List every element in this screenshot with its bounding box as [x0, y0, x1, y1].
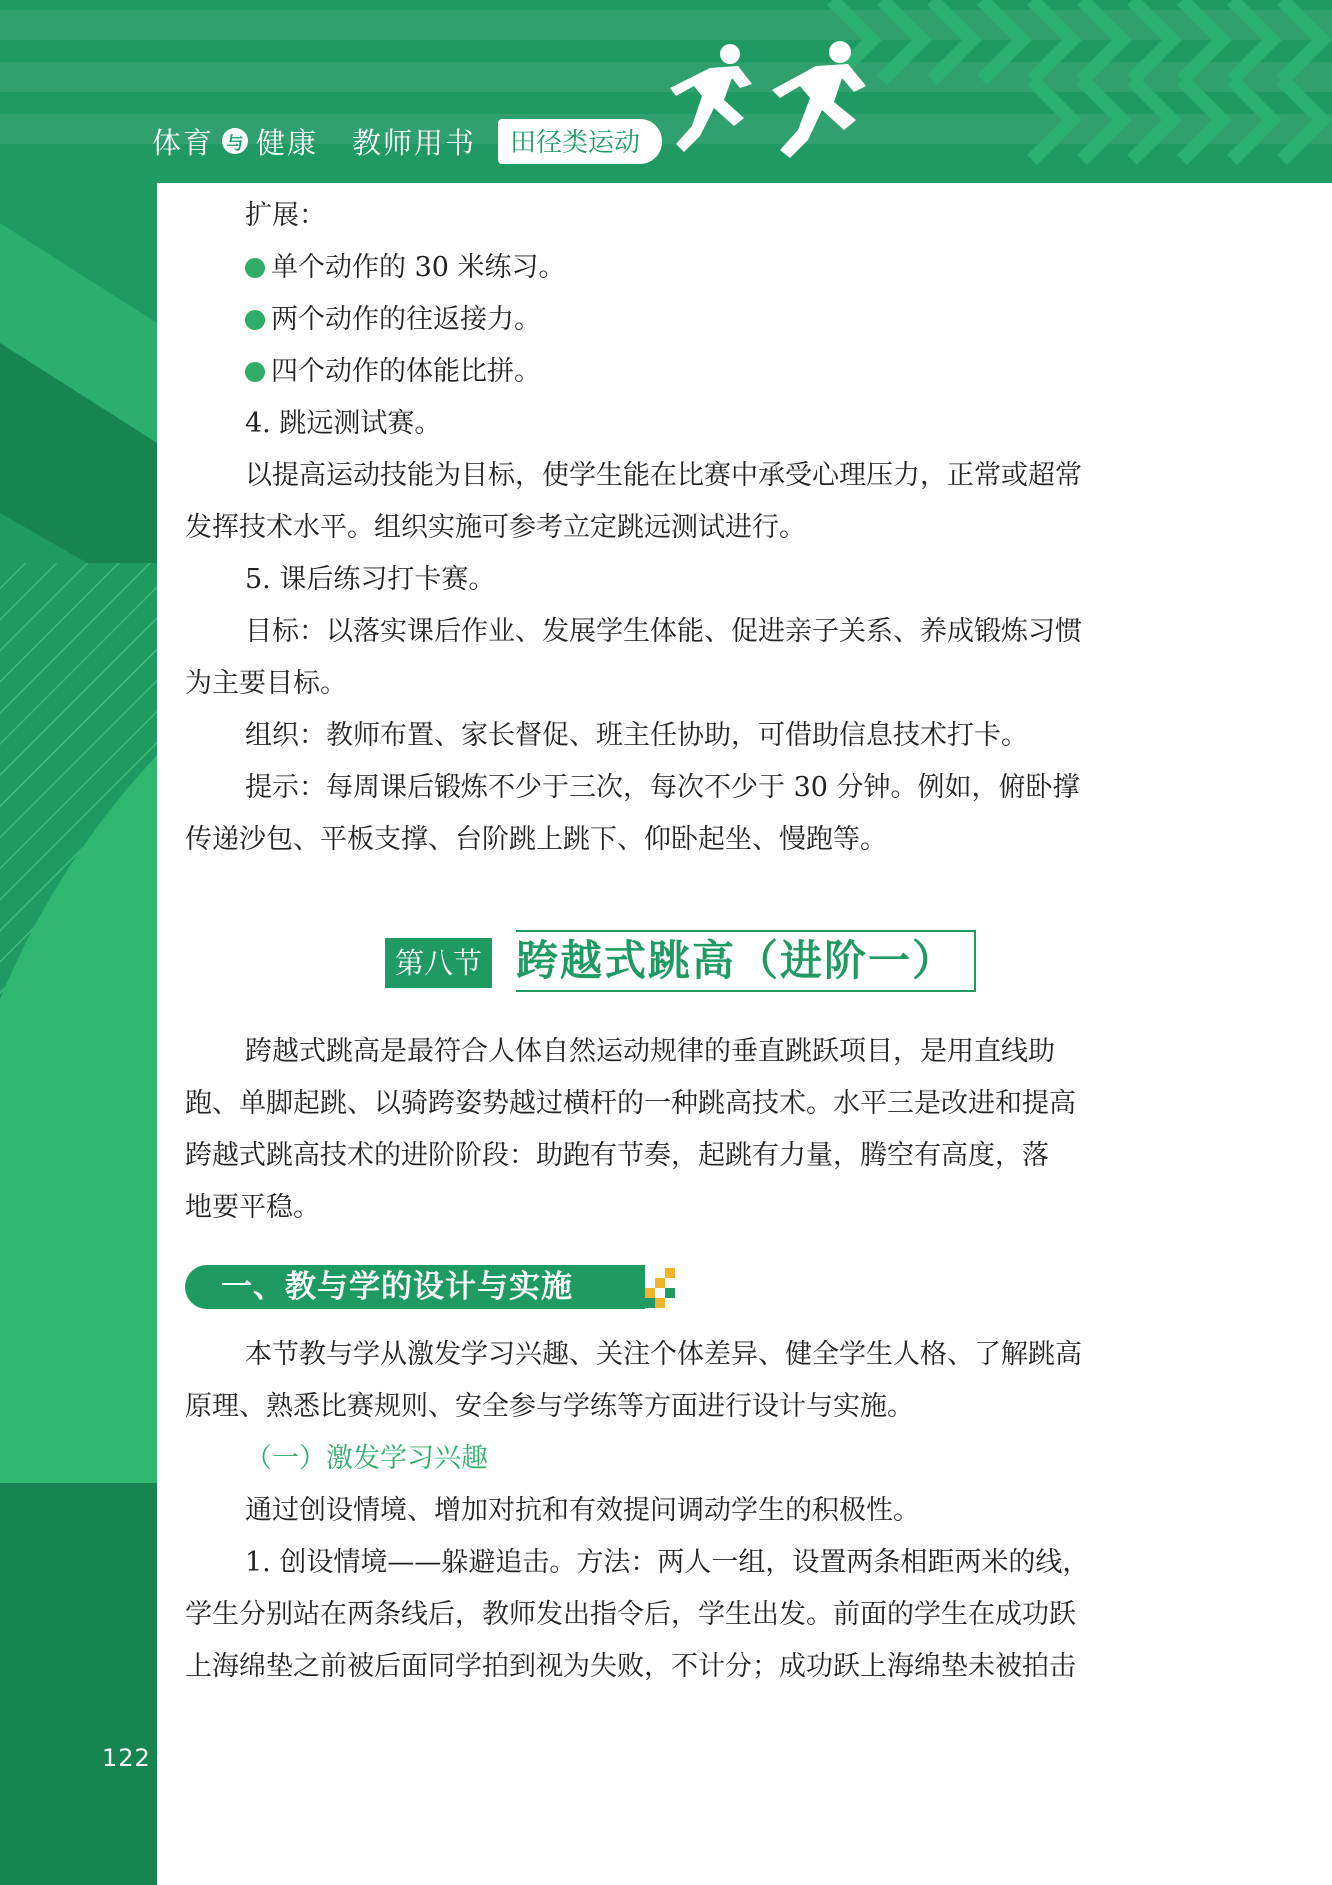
- paragraph-line: 传递沙包、平板支撑、台阶跳上跳下、仰卧起坐、慢跑等。: [185, 824, 887, 855]
- title-sports: 体育: [152, 125, 215, 160]
- paragraph-line: 以提高运动技能为目标，使学生能在比赛中承受心理压力，正常或超常: [245, 460, 1082, 491]
- item5-title: 5. 课后练习打卡赛。: [245, 564, 496, 595]
- paragraph-line: 上海绵垫之前被后面同学拍到视为失败，不计分；成功跃上海绵垫未被拍击: [185, 1651, 1076, 1682]
- paragraph-line: 地要平稳。: [185, 1192, 320, 1223]
- bullet-text: 四个动作的体能比拼。: [271, 356, 541, 387]
- paragraph-line: 跨越式跳高技术的进阶阶段：助跑有节奏，起跳有力量，腾空有高度，落: [185, 1140, 1049, 1171]
- list-item: [185, 346, 1190, 398]
- paragraph-line: 组织：教师布置、家长督促、班主任协助，可借助信息技术打卡。: [245, 720, 1028, 751]
- green-subheading: （一）激发学习兴趣: [245, 1443, 488, 1474]
- side-band: [0, 183, 157, 1885]
- title-health: 健康: [256, 125, 319, 160]
- chapter-tag: 田径类运动: [498, 119, 662, 164]
- book-title: [152, 118, 662, 164]
- subsection-heading: 一、教与学的设计与实施: [185, 1265, 645, 1309]
- checker-deco-icon: [645, 1268, 677, 1308]
- paragraph-line: 学生分别站在两条线后，教师发出指令后，学生出发。前面的学生在成功跃: [185, 1599, 1076, 1630]
- title-teacher-book: 教师用书: [352, 125, 477, 160]
- runners-icon: [640, 40, 890, 165]
- page-header: [0, 0, 1332, 183]
- paragraph-line: 本节教与学从激发学习兴趣、关注个体差异、健全学生人格、了解跳高: [245, 1339, 1082, 1370]
- title-and-badge: 与: [222, 128, 248, 154]
- item4-title: 4. 跳远测试赛。: [245, 408, 442, 439]
- bullet-dot-icon: [245, 362, 265, 382]
- paragraph-line: 发挥技术水平。组织实施可参考立定跳远测试进行。: [185, 512, 806, 543]
- paragraph-line: 原理、熟悉比赛规则、安全参与学练等方面进行设计与实施。: [185, 1391, 914, 1422]
- expand-label: 扩展：: [245, 200, 326, 231]
- section-title: 跨越式跳高（进阶一）: [516, 930, 976, 992]
- paragraph-line: 通过创设情境、增加对抗和有效提问调动学生的积极性。: [245, 1495, 920, 1526]
- side-band-pattern: [0, 183, 157, 1885]
- section-heading: [385, 928, 976, 994]
- list-item: [185, 242, 1190, 294]
- paragraph-line: 跑、单脚起跳、以骑跨姿势越过横杆的一种跳高技术。水平三是改进和提高: [185, 1088, 1076, 1119]
- paragraph-line: 目标：以落实课后作业、发展学生体能、促进亲子关系、养成锻炼习惯: [245, 616, 1082, 647]
- section-number-badge: 第八节: [385, 938, 492, 988]
- paragraph-line: 跨越式跳高是最符合人体自然运动规律的垂直跳跃项目，是用直线助: [245, 1036, 1055, 1067]
- bullet-dot-icon: [245, 258, 265, 278]
- body-text-top: [185, 190, 1190, 866]
- bullet-dot-icon: [245, 310, 265, 330]
- body-text-bottom: [185, 1329, 1190, 1693]
- paragraph-line: 提示：每周课后锻炼不少于三次，每次不少于 30 分钟。例如，俯卧撑: [245, 772, 1080, 803]
- bullet-text: 两个动作的往返接力。: [271, 304, 541, 335]
- bullet-text: 单个动作的 30 米练习。: [271, 252, 566, 283]
- paragraph-line: 1. 创设情境——躲避追击。方法：两人一组，设置两条相距两米的线，: [245, 1547, 1090, 1578]
- page-number: 122: [102, 1744, 151, 1772]
- intro-paragraph: [185, 1026, 1190, 1234]
- list-item: [185, 294, 1190, 346]
- paragraph-line: 为主要目标。: [185, 668, 347, 699]
